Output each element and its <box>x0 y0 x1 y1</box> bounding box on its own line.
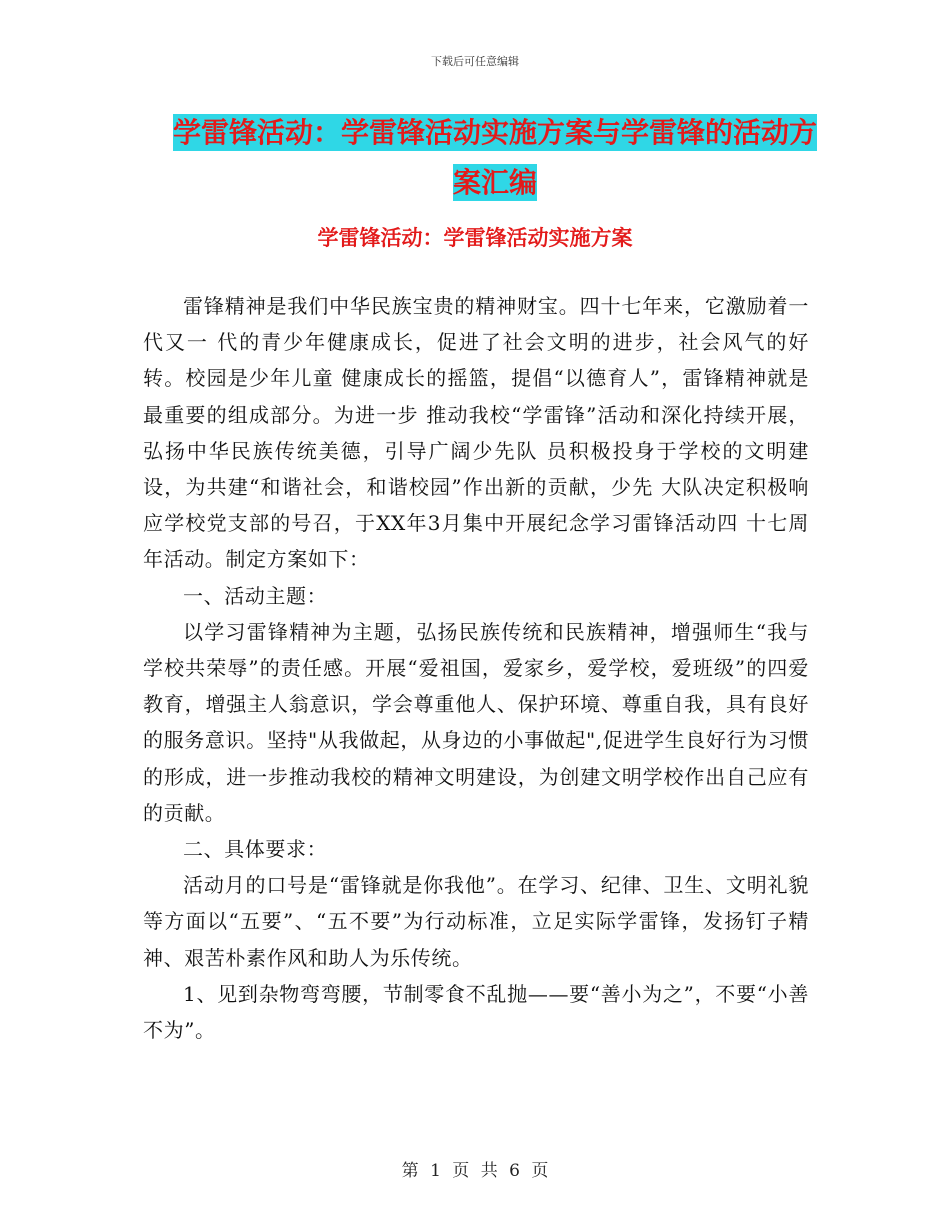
heading-activity-theme: 一、活动主题： <box>183 583 328 608</box>
document-title-line-2: 案汇编 <box>452 166 537 199</box>
paragraph-activity-theme: 以学习雷锋精神为主题，弘扬民族传统和民族精神，增强师生“我与学校共荣辱”的责任感。开展“爱祖国，爱家乡，爱学校，爱班级”的四爱教育，增强主人翁意识，学会尊重他人、保护环境、尊重自我，具有良好的服务意识。坚持"从我做起，从身边的小事做起",促进学生良好行为习惯的形成，进一步推动我校的精神文明建设，为创建文明学校作出自己应有的贡献。 <box>143 619 809 825</box>
document-body <box>143 288 809 1048</box>
paragraph-intro: 雷锋精神是我们中华民族宝贵的精神财宝。四十七年来，它激励着一代又一 代的青少年健康成长，促进了社会文明的进步，社会风气的好转。校园是少年儿童 健康成长的摇篮，提倡“以德育人”，雷锋精神就是最重要的组成部分。为进一步 推动我校“学雷锋”活动和深化持续开展，弘扬中华民族传统美德，引导广阔少先队 员积极投身于学校的文明建设，为共建“和谐社会，和谐校园”作出新的贡献，少先 大队决定积极响应学校党支部的号召，于XX年3月集中开展纪念学习雷锋活动四 十七周年活动。制定方案如下： <box>143 294 809 572</box>
page-number: 第 1 页 共 6 页 <box>401 1161 549 1181</box>
document-title-line-1: 学雷锋活动：学雷锋活动实施方案与学雷锋的活动方 <box>172 116 817 149</box>
page-header-note: 下载后可任意编辑 <box>431 55 519 68</box>
list-item-1: 1、见到杂物弯弯腰，节制零食不乱抛——要“善小为之”，不要“小善不为”。 <box>143 981 809 1043</box>
document-title <box>145 108 845 208</box>
section-title: 学雷锋活动：学雷锋活动实施方案 <box>317 226 633 250</box>
heading-specific-requirements: 二、具体要求： <box>183 837 328 862</box>
paragraph-requirements: 活动月的口号是“雷锋就是你我他”。在学习、纪律、卫生、文明礼貌等方面以“五要”、“五不要”为行动标准，立足实际学雷锋，发扬钉子精神、艰苦朴素作风和助人为乐传统。 <box>143 873 809 970</box>
